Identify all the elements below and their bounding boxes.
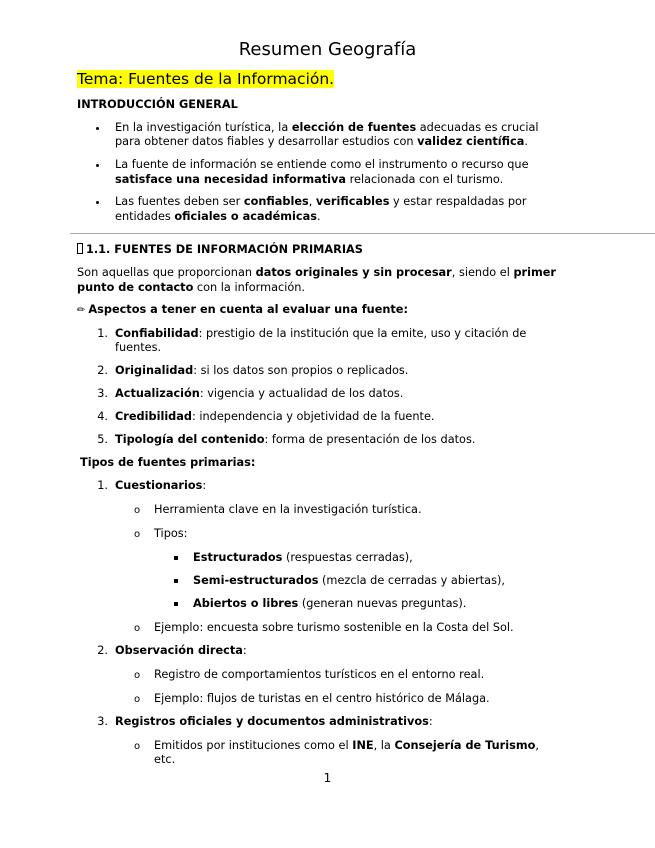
page-number: 1 xyxy=(323,771,332,785)
pencil-icon: ✏ xyxy=(77,305,86,316)
type-1-item-3: Ejemplo: encuesta sobre turismo sostenible en la Costa del Sol. xyxy=(154,621,514,634)
intro-bullet-2-line-1: La fuente de información se entiende como el instrumento o recurso que xyxy=(115,158,529,171)
square-bullet xyxy=(174,556,178,560)
circle-bullet: o xyxy=(134,670,141,681)
type-2-item-2: Ejemplo: flujos de turistas en el centro histórico de Málaga. xyxy=(154,692,490,705)
criterion-2: Originalidad: si los datos son propios o replicados. xyxy=(115,364,409,377)
bullet-dot xyxy=(96,164,99,167)
aspects-heading: ✏ Aspectos a tener en cuenta al evaluar una fuente: xyxy=(77,303,408,316)
list-number: 3. xyxy=(97,387,108,400)
subtype-1: Estructurados (respuestas cerradas), xyxy=(193,551,413,564)
document-title: Resumen Geografía xyxy=(238,39,417,60)
type-1-item-1: Herramienta clave en la investigación turística. xyxy=(154,503,422,516)
intro-bullet-1-line-1: En la investigación turística, la elección de fuentes adecuadas es crucial xyxy=(115,121,539,134)
criterion-5: Tipología del contenido: forma de presentación de los datos. xyxy=(115,433,476,446)
bullet-dot xyxy=(96,127,99,130)
list-number: 2. xyxy=(97,364,108,377)
section-heading: 1.1. FUENTES DE INFORMACIÓN PRIMARIAS xyxy=(77,243,363,258)
section-intro-line-1: Son aquellas que proporcionan datos originales y sin procesar, siendo el primer xyxy=(77,266,556,279)
criterion-1-line-1: Confiabilidad: prestigio de la institución que la emite, uso y citación de xyxy=(115,327,527,340)
list-number: 4. xyxy=(97,410,108,423)
type-1-title: Cuestionarios: xyxy=(115,479,207,492)
criterion-3: Actualización: vigencia y actualidad de los datos. xyxy=(115,387,404,400)
list-number: 2. xyxy=(97,644,108,657)
list-number: 1. xyxy=(97,327,108,340)
circle-bullet: o xyxy=(134,694,141,705)
list-number: 3. xyxy=(97,715,108,728)
intro-bullet-3-line-1: Las fuentes deben ser confiables, verificables y estar respaldadas por xyxy=(115,195,527,208)
intro-bullet-1-line-2: para obtener datos fiables y desarrollar estudios con validez científica. xyxy=(115,135,528,148)
intro-bullet-2-line-2: satisface una necesidad informativa relacionada con el turismo. xyxy=(115,173,504,186)
circle-bullet: o xyxy=(134,741,141,752)
type-1-item-2: Tipos: xyxy=(154,527,188,540)
missing-glyph-icon xyxy=(77,243,83,254)
intro-heading: INTRODUCCIÓN GENERAL xyxy=(77,98,238,111)
type-2-item-1: Registro de comportamientos turísticos en el entorno real. xyxy=(154,668,485,681)
section-intro-line-2: punto de contacto con la información. xyxy=(77,281,306,294)
subtype-3: Abiertos o libres (generan nuevas preguntas). xyxy=(193,597,467,610)
subtype-2: Semi-estructurados (mezcla de cerradas y abiertas), xyxy=(193,574,505,587)
type-3-item-1-line-2: etc. xyxy=(154,753,176,766)
type-3-item-1-line-1: Emitidos por instituciones como el INE, la Consejería de Turismo, xyxy=(154,739,539,752)
topic-highlight: Tema: Fuentes de la Información. xyxy=(77,70,335,88)
list-number: 1. xyxy=(97,479,108,492)
square-bullet xyxy=(174,579,178,583)
bullet-dot xyxy=(96,201,99,204)
list-number: 5. xyxy=(97,433,108,446)
circle-bullet: o xyxy=(134,529,141,540)
intro-bullet-3-line-2: entidades oficiales o académicas. xyxy=(115,210,321,223)
square-bullet xyxy=(174,602,178,606)
circle-bullet: o xyxy=(134,623,141,634)
section-divider xyxy=(70,233,655,234)
topic-heading xyxy=(77,69,334,89)
criterion-1-line-2: fuentes. xyxy=(115,341,162,354)
type-3-title: Registros oficiales y documentos administrativos: xyxy=(115,715,433,728)
criterion-4: Credibilidad: independencia y objetividad de la fuente. xyxy=(115,410,435,423)
types-heading: Tipos de fuentes primarias: xyxy=(80,456,256,469)
type-2-title: Observación directa: xyxy=(115,644,247,657)
circle-bullet: o xyxy=(134,505,141,516)
